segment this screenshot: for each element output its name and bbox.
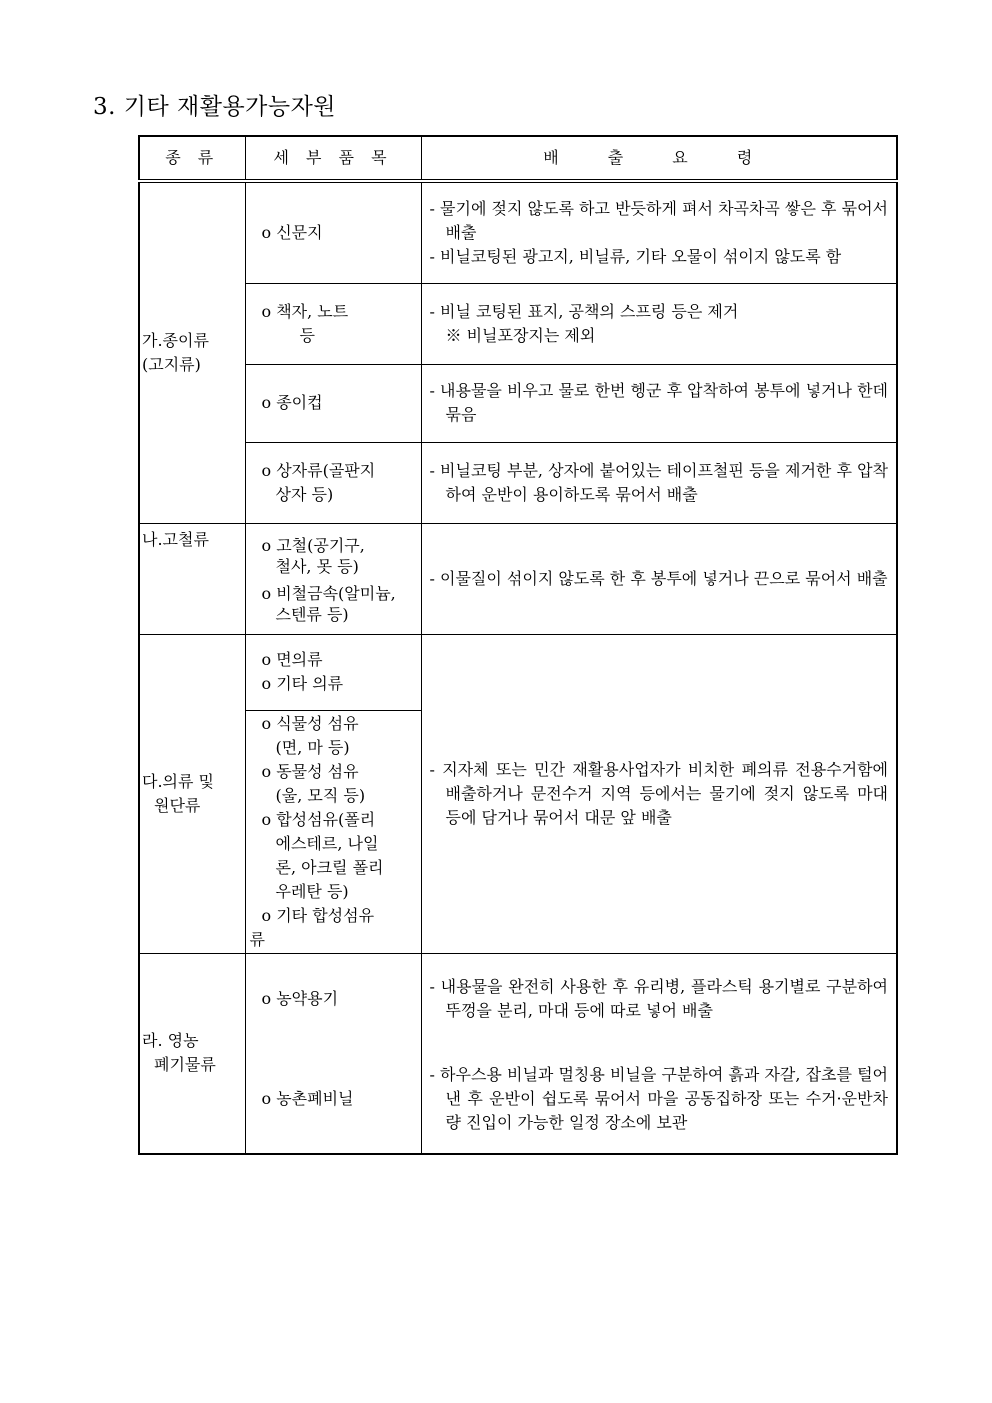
item-boxes [245,442,421,523]
item-line: o 상자류(골판지 [261,460,376,480]
item-line: o 책자, 노트 [261,301,349,321]
table-row [139,442,897,523]
table-row [139,1045,897,1154]
item-line: o 기타 합성섬유 [261,905,375,925]
item-pesticide-containers: o 농약용기 [245,953,421,1045]
table-row [139,283,897,364]
item-paper-cups: o 종이컵 [245,364,421,442]
table-row [139,181,897,283]
item-books [245,283,421,364]
category-metal: 나.고철류 [139,523,245,634]
method-line: - 물기에 젖지 않도록 하고 반듯하게 펴서 차곡차곡 쌓은 후 묶어서 배출 [429,198,888,242]
item-line: o 면의류 [261,650,323,669]
category-label: 다.의류 및 [142,771,214,791]
item-farm-vinyl: o 농촌폐비닐 [245,1045,421,1154]
category-label: 라. 영농 [142,1031,199,1051]
item-line: 스텐류 등) [275,604,349,624]
item-line: o 동물성 섬유 [261,761,359,781]
method-line: - 비닐코팅된 광고지, 비닐류, 기타 오물이 섞이지 않도록 함 [429,246,842,266]
method-newspaper [421,181,897,283]
item-line: 에스테르, 나일 [275,833,379,853]
method-line: - 이물질이 섞이지 않도록 한 후 봉투에 넣거나 끈으로 묶어서 배출 [429,568,888,588]
item-line: 등 [299,325,315,345]
category-paper [139,181,245,523]
table-row [139,634,897,710]
method-line: - 내용물을 완전히 사용한 후 유리병, 플라스틱 용기별로 구분하여 뚜껑을 분리, 마대 등에 따로 넣어 배출 [429,977,888,1021]
item-line: o 기타 의류 [261,674,344,693]
item-line: o 비철금속(알미늄, [261,583,396,603]
item-line: 우레탄 등) [275,881,349,901]
method-farm-vinyl [421,1045,897,1154]
header-detail-items: 세 부 품 목 [245,136,421,181]
item-line: 철사, 못 등) [275,556,359,576]
method-boxes [421,442,897,523]
item-line: 상자 등) [275,484,334,504]
item-line: o 고철(공기구, [261,535,365,555]
item-line: (면, 마 등) [275,737,350,757]
method-line: - 하우스용 비닐과 멀칭용 비닐을 구분하여 흙과 자갈, 잡초를 털어낸 후 운반이 쉽도록 묶어서 마을 공동집하장 또는 수거·운반차량 진입이 가능한 일정 장소에 보관 [429,1065,888,1132]
category-label: 가.종이류 [142,330,209,350]
category-sublabel: 폐기물류 [154,1055,216,1075]
method-line: - 비닐코팅 부분, 상자에 붙어있는 테이프철핀 등을 제거한 후 압착하여 운반이 용이하도록 묶어서 배출 [429,460,888,504]
section-title: 3. 기타 재활용가능자원 [93,94,337,120]
item-line: 론, 아크릴 폴리 [275,857,384,877]
item-metal [245,523,421,634]
method-books [421,283,897,364]
method-line: - 내용물을 비우고 물로 한번 헹군 후 압착하여 봉투에 넣거나 한데 묶음 [429,381,888,424]
item-clothing-a [245,634,421,710]
method-metal [421,523,897,634]
item-newspaper: o 신문지 [245,181,421,283]
header-disposal-method: 배 출 요 령 [421,136,897,181]
method-line: - 지자체 또는 민간 재활용사업자가 비치한 폐의류 전용수거함에 배출하거나 문전수거 지역 등에서는 물기에 젖지 않도록 마대 등에 담거나 묶어서 대문 앞 배출 [429,759,888,827]
table-row [139,523,897,634]
item-line: (울, 모직 등) [275,785,366,805]
method-pesticide-containers [421,953,897,1045]
method-clothing [421,634,897,953]
header-category: 종 류 [139,136,245,181]
table-row [139,364,897,442]
method-line: - 비닐 코팅된 표지, 공책의 스프링 등은 제거 [429,301,739,321]
recyclables-table [138,135,898,1155]
method-paper-cups [421,364,897,442]
category-sublabel: 원단류 [154,795,201,815]
item-line: 류 [249,929,265,949]
category-farm-waste [139,953,245,1154]
item-line: o 식물성 섬유 [261,713,359,733]
category-clothing [139,634,245,953]
table-row [139,953,897,1045]
item-line: o 합성섬유(폴리 [261,809,376,829]
note-text: ※ 비닐포장지는 제외 [445,325,596,345]
category-sublabel: (고지류) [142,354,201,374]
item-clothing-b [245,710,421,953]
